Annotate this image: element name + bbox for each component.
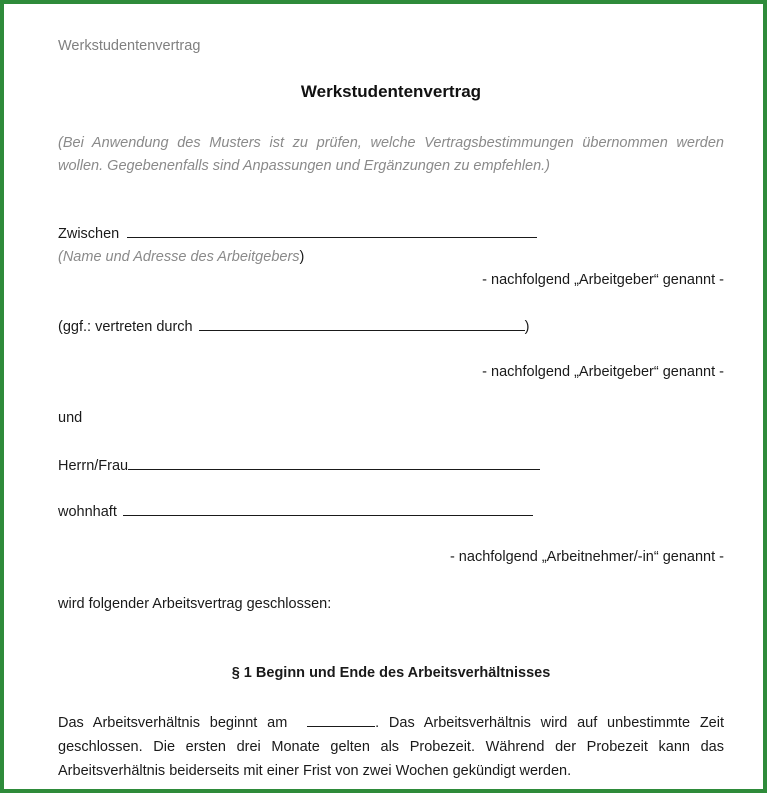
document-title: Werkstudentenvertrag [300, 82, 482, 101]
running-header: Werkstudentenvertrag [58, 38, 201, 54]
represented-label: (ggf.: vertreten durch [58, 319, 193, 335]
person-name-blank [128, 457, 540, 470]
employer-hint [58, 249, 304, 265]
represented-close: ) [524, 319, 530, 335]
usage-note: (Bei Anwendung des Musters ist zu prüfen, welche Vertragsbestimmungen übernommen werden wollen. Gegebenenfalls sind Anpassungen und Ergänzungen zu empfehlen.) [58, 135, 724, 174]
start-date-blank [307, 714, 375, 727]
employer-designation: - nachfolgend „Arbeitgeber“ genannt - [482, 272, 724, 288]
representative-blank [199, 318, 525, 331]
employer-hint-close: ) [299, 249, 305, 265]
and-label: und [58, 410, 83, 426]
section-1-paragraph [58, 711, 724, 783]
employer-hint-text: (Name und Adresse des Arbeitgebers [58, 249, 300, 265]
between-row [58, 225, 537, 242]
employee-designation: - nachfolgend „Arbeitnehmer/-in“ genannt - [449, 549, 724, 565]
person-row [58, 457, 540, 474]
residence-label: wohnhaft [58, 504, 117, 520]
section-1-heading: § 1 Beginn und Ende des Arbeitsverhältnisses [231, 665, 551, 681]
employer-name-blank [127, 225, 537, 238]
section-1-text-start: Das Arbeitsverhältnis beginnt am [58, 715, 288, 731]
contract-concluded: wird folgender Arbeitsvertrag geschlossen: [58, 596, 332, 612]
employer-designation-2: - nachfolgend „Arbeitgeber“ genannt - [482, 364, 724, 380]
between-label: Zwischen [58, 226, 120, 242]
section-1-text-rest: . Das Arbeitsverhältnis wird auf unbestimmte Zeit geschlossen. Die ersten drei Monate gelten als Probezeit. Während der Probezeit kann das Arbeitsverhältnis beiderseits mit einer Frist von zwei Wochen gekündigt werden. [58, 715, 724, 779]
residence-row [58, 503, 533, 520]
person-label: Herrn/Frau [58, 458, 129, 474]
residence-blank [123, 503, 533, 516]
represented-row [58, 318, 529, 335]
